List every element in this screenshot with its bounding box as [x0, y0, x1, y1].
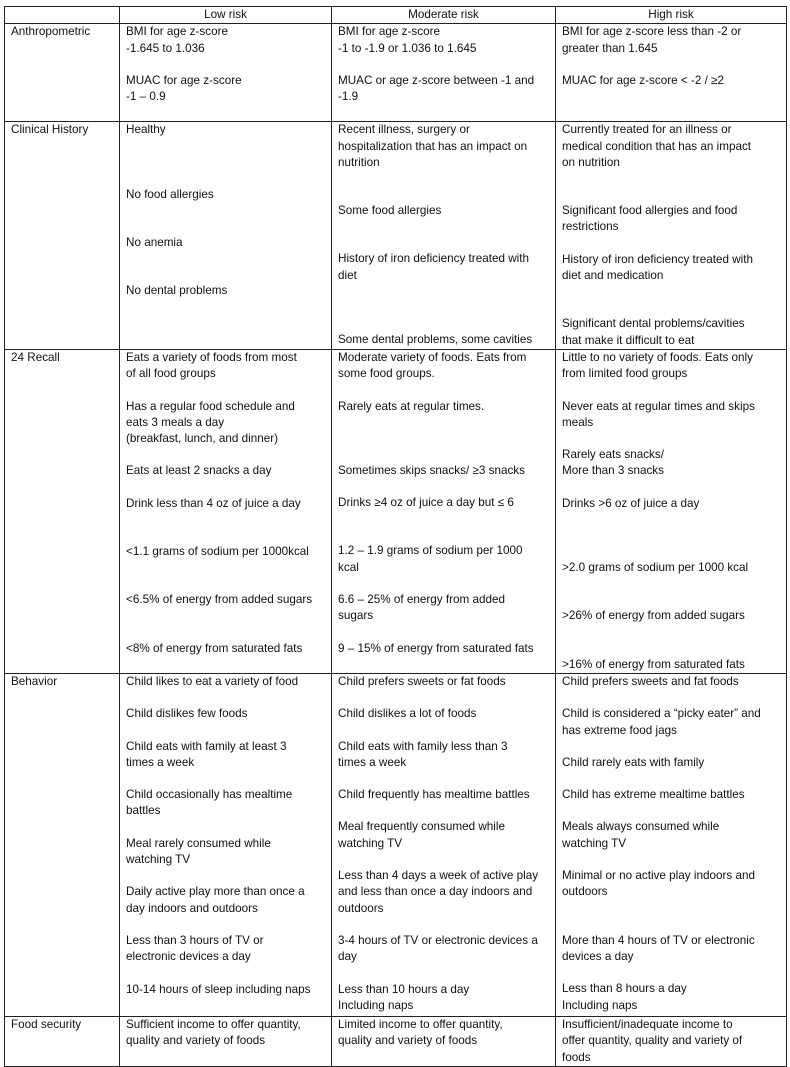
category-label: Behavior [5, 673, 120, 1016]
spacer [338, 219, 552, 235]
criterion-text: Moderate variety of foods. Eats from some food groups. [338, 350, 527, 381]
spacer [338, 187, 552, 203]
criterion-text: 10-14 hours of sleep including naps [126, 982, 311, 996]
spacer [338, 576, 552, 592]
spacer [338, 171, 552, 187]
category-label: Food security [5, 1016, 120, 1066]
criterion-text: Child eats with family at least 3 times a week [126, 739, 287, 769]
row-clinical-history [5, 122, 787, 350]
criterion-text: MUAC or age z-score between -1 and -1.9 [338, 73, 535, 104]
criterion-text: BMI for age z-score -1.645 to 1.036 [126, 25, 228, 55]
moderate-risk-cell [332, 673, 556, 1016]
spacer [562, 300, 783, 316]
criterion-text: No anemia [126, 235, 183, 249]
criterion-text: Some food allergies [338, 204, 442, 218]
criterion-text: 9 – 15% of energy from saturated fats [338, 641, 534, 655]
criterion-text: Sometimes skips snacks/ ≥3 snacks [338, 463, 525, 477]
spacer [338, 511, 552, 527]
spacer [562, 739, 783, 755]
moderate-risk-cell [332, 1016, 556, 1066]
spacer [338, 527, 552, 543]
criterion-text: Drinks >6 oz of juice a day [562, 496, 700, 510]
spacer [338, 690, 552, 706]
high-risk-cell [556, 349, 787, 673]
spacer [338, 852, 552, 868]
criterion-text: 1.2 – 1.9 grams of sodium per 1000 kcal [338, 544, 523, 574]
category-label: Clinical History [5, 122, 120, 350]
criterion-text: <6.5% of energy from added sugars [126, 593, 313, 607]
criterion-text: History of iron deficiency treated with diet and medication [562, 252, 753, 283]
spacer [562, 57, 783, 73]
high-risk-cell [556, 673, 787, 1016]
spacer [338, 479, 552, 495]
spacer [562, 852, 783, 868]
criterion-text: Less than 8 hours a day Including naps [562, 982, 687, 1012]
spacer [338, 723, 552, 739]
spacer [562, 431, 783, 447]
category-label: 24 Recall [5, 349, 120, 673]
spacer [338, 316, 552, 332]
criterion-text: Child prefers sweets or fat foods [338, 674, 506, 688]
criterion-text: Rarely eats snacks/ More than 3 snacks [562, 448, 664, 478]
row-behavior [5, 673, 787, 1016]
spacer [562, 965, 783, 981]
spacer [126, 139, 328, 155]
table-body [5, 24, 787, 1067]
spacer [126, 868, 328, 884]
criterion-text: <1.1 grams of sodium per 1000kcal [126, 545, 309, 559]
criterion-text: Meal rarely consumed while watching TV [126, 836, 271, 867]
criterion-text: Child dislikes few foods [126, 707, 248, 721]
criterion-text: MUAC for age z-score -1 – 0.9 [126, 73, 242, 104]
criterion-text: Has a regular food schedule and eats 3 meals a day (breakfast, lunch, and dinner) [126, 399, 295, 446]
criterion-text: Minimal or no active play indoors and outdoors [562, 869, 755, 899]
low-risk-cell [120, 122, 332, 350]
criterion-text: 6.6 – 25% of energy from added sugars [338, 593, 505, 623]
criterion-text: 3-4 hours of TV or electronic devices a day [338, 933, 538, 964]
spacer [562, 383, 783, 399]
spacer [126, 820, 328, 836]
spacer [338, 625, 552, 641]
spacer [562, 641, 783, 657]
low-risk-cell [120, 349, 332, 673]
spacer [126, 219, 328, 235]
spacer [126, 171, 328, 187]
spacer [562, 803, 783, 819]
header-low-risk: Low risk [120, 7, 332, 24]
spacer [562, 236, 783, 252]
header-blank [5, 7, 120, 24]
criterion-text: Child prefers sweets and fat foods [562, 674, 739, 688]
high-risk-cell [556, 122, 787, 350]
criterion-text: Less than 4 days a week of active play and less than once a day indoors and outdoors [338, 869, 539, 915]
spacer [562, 771, 783, 787]
criterion-text: >26% of energy from added sugars [562, 609, 745, 623]
criterion-text: Child dislikes a lot of foods [338, 707, 477, 721]
criterion-text: No dental problems [126, 284, 228, 298]
spacer [338, 300, 552, 316]
criterion-text: BMI for age z-score less than -2 or greater than 1.645 [562, 25, 742, 55]
criterion-text: Less than 3 hours of TV or electronic devices a day [126, 933, 264, 964]
criterion-text: Eats a variety of foods from most of all food groups [126, 350, 297, 381]
spacer [126, 771, 328, 787]
spacer [562, 187, 783, 203]
criterion-text: Limited income to offer quantity, quality and variety of foods [338, 1017, 503, 1048]
criterion-text: Child frequently has mealtime battles [338, 788, 530, 802]
spacer [562, 917, 783, 933]
criterion-text: No food allergies [126, 187, 214, 201]
moderate-risk-cell [332, 122, 556, 350]
spacer [126, 447, 328, 463]
spacer [126, 267, 328, 283]
criterion-text: Eats at least 2 snacks a day [126, 464, 272, 478]
category-label: Anthropometric [5, 24, 120, 122]
low-risk-cell [120, 24, 332, 122]
criterion-text: Never eats at regular times and skips meals [562, 399, 755, 429]
spacer [126, 383, 328, 399]
spacer [338, 235, 552, 251]
criterion-text: Child eats with family less than 3 times a week [338, 739, 508, 769]
criterion-text: Rarely eats at regular times. [338, 399, 485, 413]
row-food-security [5, 1016, 787, 1066]
criterion-text: Currently treated for an illness or medical condition that has an impact on nutrition [562, 123, 752, 169]
row-24-recall [5, 349, 787, 673]
criterion-text: Healthy [126, 123, 166, 137]
high-risk-cell [556, 24, 787, 122]
spacer [338, 284, 552, 300]
criterion-text: Drink less than 4 oz of juice a day [126, 496, 301, 510]
criterion-text: Child has extreme mealtime battles [562, 788, 745, 802]
criterion-text: Child is considered a “picky eater” and has extreme food jags [562, 707, 761, 737]
spacer [562, 901, 783, 917]
spacer [338, 57, 552, 73]
spacer [338, 917, 552, 933]
row-anthropometric [5, 24, 787, 122]
criterion-text: Little to no variety of foods. Eats only from limited food groups [562, 350, 754, 381]
criterion-text: Meals always consumed while watching TV [562, 820, 720, 850]
criterion-text: Insufficient/inadequate income to offer quantity, quality and variety of foods [562, 1017, 743, 1064]
moderate-risk-cell [332, 349, 556, 673]
spacer [338, 771, 552, 787]
header-moderate-risk: Moderate risk [332, 7, 556, 24]
spacer [338, 966, 552, 982]
spacer [126, 917, 328, 933]
criterion-text: Significant dental problems/cavities that make it difficult to eat [562, 317, 745, 347]
criterion-text: Daily active play more than once a day indoors and outdoors [126, 885, 305, 915]
criterion-text: Child occasionally has mealtime battles [126, 788, 293, 818]
criterion-text: Child likes to eat a variety of food [126, 674, 299, 688]
high-risk-cell [556, 1016, 787, 1066]
spacer [126, 560, 328, 576]
spacer [126, 966, 328, 982]
criterion-text: More than 4 hours of TV or electronic devices a day [562, 933, 755, 963]
criterion-text: Less than 10 hours a day Including naps [338, 982, 470, 1012]
criterion-text: BMI for age z-score -1 to -1.9 or 1.036 to 1.645 [338, 25, 477, 55]
spacer [126, 576, 328, 592]
spacer [126, 609, 328, 625]
criterion-text: Meal frequently consumed while watching TV [338, 820, 505, 850]
spacer [126, 723, 328, 739]
low-risk-cell [120, 673, 332, 1016]
criterion-text: Recent illness, surgery or hospitalization that has an impact on nutrition [338, 123, 528, 169]
spacer [338, 447, 552, 463]
nutrition-risk-table [4, 6, 787, 1067]
header-row [5, 7, 787, 24]
spacer [338, 431, 552, 447]
spacer [126, 528, 328, 544]
spacer [338, 383, 552, 399]
header-high-risk: High risk [556, 7, 787, 24]
spacer [562, 284, 783, 300]
criterion-text: >16% of energy from saturated fats [562, 657, 745, 671]
criterion-text: Some dental problems, some cavities [338, 333, 533, 347]
spacer [562, 171, 783, 187]
criterion-text: Significant food allergies and food restrictions [562, 204, 738, 234]
spacer [126, 480, 328, 496]
criterion-text: <8% of energy from saturated fats [126, 641, 303, 655]
spacer [126, 512, 328, 528]
spacer [562, 512, 783, 528]
criterion-text: >2.0 grams of sodium per 1000 kcal [562, 561, 749, 575]
criterion-text: Drinks ≥4 oz of juice a day but ≤ 6 [338, 496, 514, 510]
low-risk-cell [120, 1016, 332, 1066]
spacer [338, 803, 552, 819]
spacer [126, 625, 328, 641]
criterion-text: MUAC for age z-score < -2 / ≥2 [562, 73, 724, 87]
criterion-text: Sufficient income to offer quantity, quality and variety of foods [126, 1017, 301, 1048]
spacer [126, 57, 328, 73]
spacer [562, 528, 783, 544]
spacer [562, 576, 783, 592]
spacer [126, 251, 328, 267]
spacer [562, 625, 783, 641]
spacer [126, 203, 328, 219]
spacer [562, 480, 783, 496]
spacer [126, 155, 328, 171]
moderate-risk-cell [332, 24, 556, 122]
spacer [562, 544, 783, 560]
spacer [126, 690, 328, 706]
criterion-text: Child rarely eats with family [562, 755, 705, 769]
spacer [562, 690, 783, 706]
spacer [562, 592, 783, 608]
spacer [338, 415, 552, 431]
criterion-text: History of iron deficiency treated with diet [338, 252, 529, 282]
